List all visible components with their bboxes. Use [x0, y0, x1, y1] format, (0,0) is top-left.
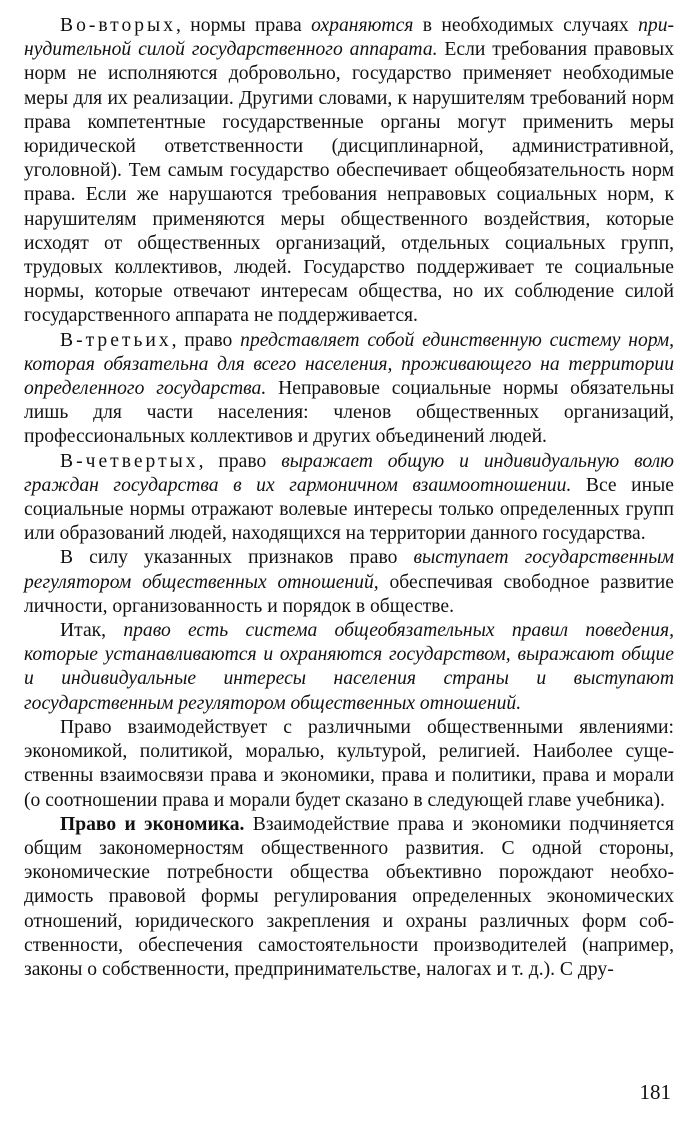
enumeration-word: Во-вторых [60, 15, 177, 36]
text-run: , нормы права [176, 15, 312, 36]
text-run: Если требования правовых норм не исполняются добровольно, государство применяет необходимые меры для их реализации. Другими словами, к нарушителям требований норм права компетентные государственные органы могут применить меры юридической ответственности (дисциплинарной, административной, уголовной). Тем самым государство обеспечивает общеобязательность норм права. Если же нарушаются требования неправовых социальных норм, к нарушителям применяются меры общественного воздействия, которые исходят от общественных организаций, отдельных социальных групп, трудовых коллективов, людей. Государство поддерживает те социальные нормы, которые отвечают интересам общества, но их соблюдение силой государственного аппарата не поддерживается. [24, 39, 674, 327]
text-run: Неправовые социальные нормы обязательны лишь для части населения: членов общественных организаций, профессиональных коллективов и других объединений людей. [24, 378, 675, 448]
paragraph-thirdly [24, 329, 674, 450]
paragraph-fourthly [24, 450, 674, 547]
paragraph-law-and-economy [24, 813, 674, 982]
italic-emphasis: охраняются [311, 15, 414, 36]
text-run: в необходимых случаях [413, 15, 639, 36]
paragraph-interaction [24, 716, 674, 813]
text-run: , право [198, 450, 282, 472]
text-run: Все иные социальные нормы отражают волевые интересы только определенных групп или образований людей, находящихся на территории данного государства. [24, 474, 674, 545]
paragraph-regulator [24, 546, 674, 619]
paragraph-secondly [24, 14, 674, 329]
text-run: Итак, [60, 620, 124, 642]
italic-emphasis: выражает общую и индивидуальную волю граждан государства в их гармоничном взаимоотношении. [24, 450, 674, 496]
enumeration-word: В-третьих [60, 329, 172, 351]
paragraph-definition [24, 619, 674, 716]
text-run: обеспечивая свободное развитие личности, организованность и порядок в обществе. [24, 571, 674, 617]
section-heading: Право и экономика. [60, 813, 245, 835]
enumeration-word: В-четвертых [60, 450, 199, 472]
italic-emphasis: право есть система общеобязательных правил поведения, которые устанавливаются и охраняются государством, выражают общие и индивидуальные интересы населения страны и выступают государственным регулятором общественных отношений. [24, 620, 674, 714]
text-run: В силу указанных признаков право [60, 547, 414, 569]
italic-emphasis: представляет собой единственную систему норм, которая обязательна для всего населения, проживающего на территории определенного государства. [24, 329, 674, 400]
text-run: Право взаимодействует с различными общественными явлениями: экономикой, политикой, моралью, культурой, религией. Наиболее существенны взаимосвязи права и экономики, права и политики, права и морали (о соотношении права и морали будет сказано в следующей главе учебника). [24, 716, 674, 811]
text-run: Взаимодействие права и экономики подчиняется общим закономерностям общественного развития. С одной стороны, экономические потребности общества объективно порождают необходимость правовой формы регулирования определенных экономических отношений, юридического закрепления и охраны различных форм собственности, обеспечения самостоятельности производителей (например, законы о собственности, предпринимательстве, налогах и т. д.). С дру- [24, 813, 674, 980]
italic-emphasis: принудительной силой государственного аппарата. [24, 15, 675, 61]
text-run: , право [171, 329, 241, 351]
page-number: 181 [639, 1080, 671, 1104]
italic-emphasis: выступает государственным регулятором общественных отношений, [24, 547, 675, 593]
page-body [24, 14, 674, 982]
